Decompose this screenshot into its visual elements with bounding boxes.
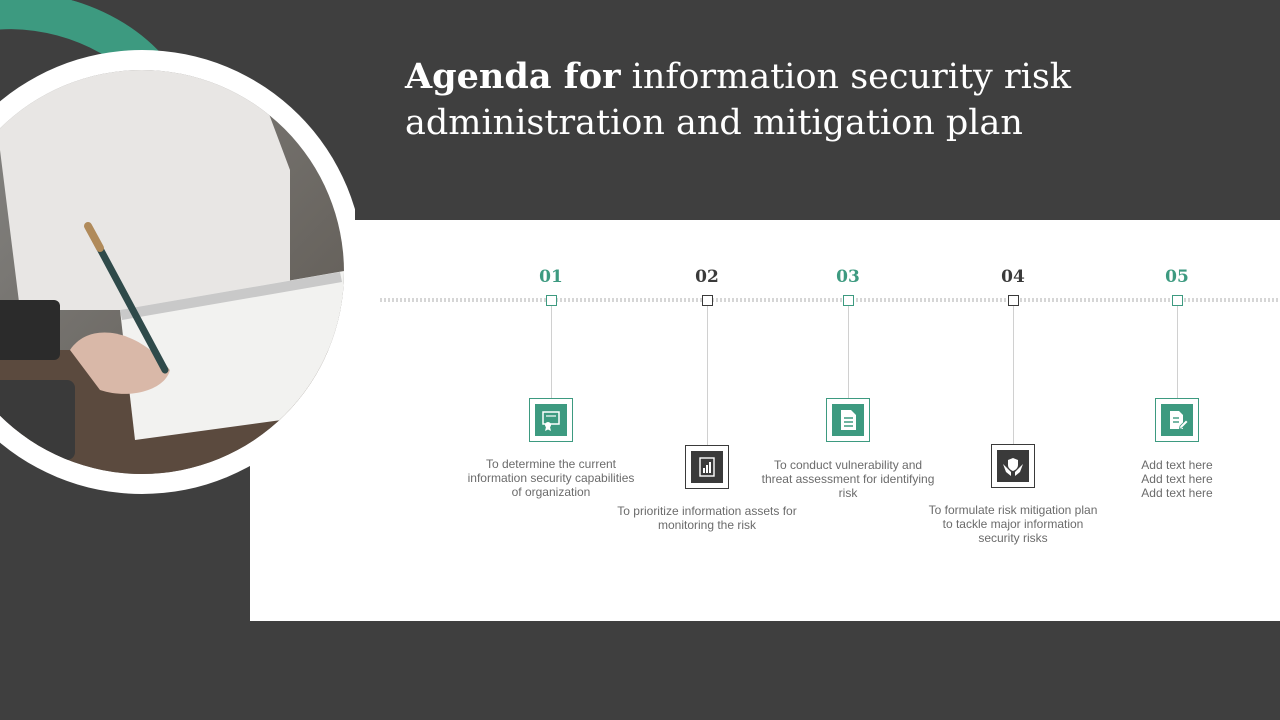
timeline-marker — [843, 295, 854, 306]
content-panel — [250, 220, 1280, 621]
timeline-marker — [546, 295, 557, 306]
connector-line — [707, 306, 708, 445]
step-icon-box — [685, 445, 729, 489]
page-title — [405, 54, 1165, 146]
timeline-marker — [1008, 295, 1019, 306]
step-description: To formulate risk mitigation plan to tackle major information security risks — [928, 503, 1098, 545]
step-number: 05 — [1165, 267, 1189, 287]
step-number: 01 — [539, 267, 563, 287]
step-icon-box — [991, 444, 1035, 488]
document-edit-icon — [1161, 404, 1193, 436]
step-description: To prioritize information assets for monitoring the risk — [617, 504, 797, 532]
connector-line — [848, 306, 849, 398]
document-list-icon — [832, 404, 864, 436]
timeline-marker — [1172, 295, 1183, 306]
step-number: 04 — [1001, 267, 1025, 287]
step-description: To conduct vulnerability and threat assessment for identifying risk — [761, 458, 935, 500]
connector-line — [1013, 306, 1014, 444]
hands-shield-icon — [997, 450, 1029, 482]
timeline-line — [380, 298, 1280, 302]
step-number: 03 — [836, 267, 860, 287]
step-icon-box — [1155, 398, 1199, 442]
title-bold: Agenda for — [405, 56, 621, 97]
title-rest: information security risk administration and mitigation plan — [405, 57, 1072, 143]
step-number: 02 — [695, 267, 719, 287]
chart-report-icon — [691, 451, 723, 483]
photo-circle — [0, 50, 355, 495]
step-description: Add text here Add text here Add text here — [1141, 458, 1213, 500]
connector-line — [551, 306, 552, 398]
step-icon-box — [529, 398, 573, 442]
step-description: To determine the current information security capabilities of organization — [467, 457, 635, 499]
certificate-icon — [535, 404, 567, 436]
step-icon-box — [826, 398, 870, 442]
connector-line — [1177, 306, 1178, 398]
timeline-marker — [702, 295, 713, 306]
